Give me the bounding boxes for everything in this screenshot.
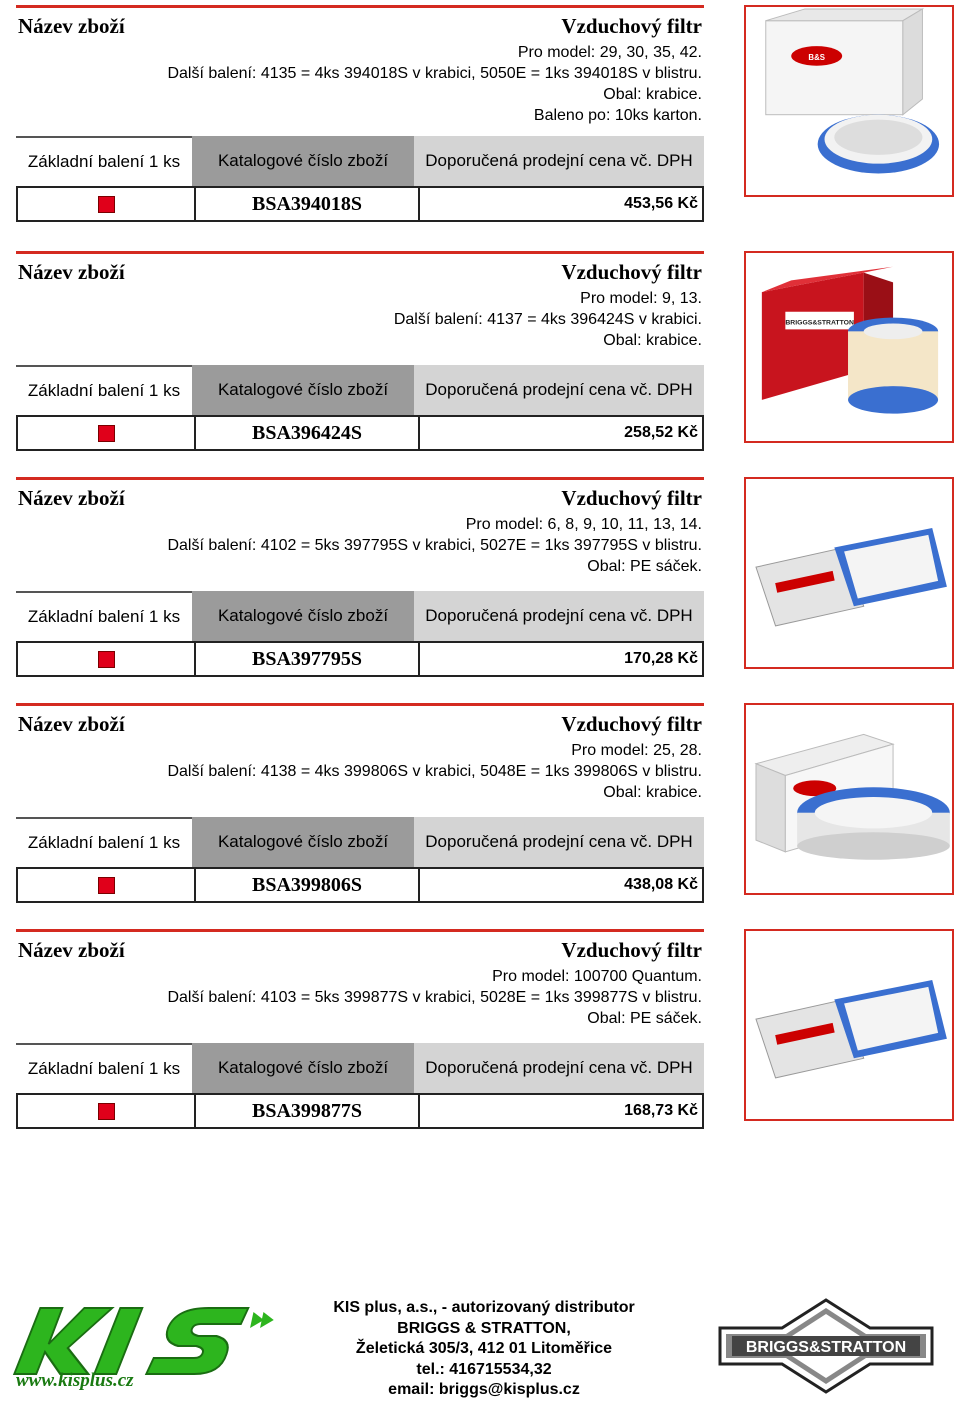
catalog-number: BSA399877S xyxy=(196,1095,420,1127)
description-line: Další balení: 4135 = 4ks 394018S v krabici, 5050E = 1ks 394018S v blistru. xyxy=(167,65,702,82)
name-label: Název zboží xyxy=(18,260,125,284)
order-cell[interactable] xyxy=(18,869,196,901)
order-checkbox-icon[interactable] xyxy=(98,877,115,894)
product-title: Vzduchový filtr xyxy=(561,14,702,38)
product-description xyxy=(42,966,702,1029)
order-cell[interactable] xyxy=(18,643,196,675)
footer xyxy=(0,1290,960,1401)
product-title: Vzduchový filtr xyxy=(561,938,702,962)
product-title: Vzduchový filtr xyxy=(561,486,702,510)
description-line: Obal: PE sáček. xyxy=(587,1010,702,1027)
description-line: Další balení: 4103 = 5ks 399877S v krabici, 5028E = 1ks 399877S v blistru. xyxy=(167,989,702,1006)
table-row xyxy=(16,415,704,451)
product-title: Vzduchový filtr xyxy=(561,260,702,284)
header-catalog: Katalogové číslo zboží xyxy=(192,365,414,415)
company-line: Želetická 305/3, 412 01 Litoměřice xyxy=(355,1340,613,1357)
order-cell[interactable] xyxy=(18,188,196,220)
header-catalog: Katalogové číslo zboží xyxy=(192,1043,414,1093)
product-card xyxy=(0,0,960,226)
description-line: Obal: krabice. xyxy=(603,332,702,349)
kis-logo xyxy=(10,1300,280,1390)
header-price: Doporučená prodejní cena vč. DPH xyxy=(414,365,704,415)
table-header xyxy=(16,365,704,415)
product-photo xyxy=(744,5,954,197)
order-checkbox-icon[interactable] xyxy=(98,425,115,442)
product-photo xyxy=(744,251,954,443)
table-header xyxy=(16,591,704,641)
description-line: Pro model: 6, 8, 9, 10, 11, 13, 14. xyxy=(465,516,702,533)
header-price: Doporučená prodejní cena vč. DPH xyxy=(414,591,704,641)
company-line: tel.: 416715534,32 xyxy=(416,1360,552,1378)
divider-line xyxy=(16,5,704,8)
price: 170,28 Kč xyxy=(624,650,698,667)
description-line: Obal: krabice. xyxy=(603,86,702,103)
product-card xyxy=(0,246,960,472)
table-row xyxy=(16,641,704,677)
price: 258,52 Kč xyxy=(624,424,698,441)
order-checkbox-icon[interactable] xyxy=(98,651,115,668)
svg-text:B&S: B&S xyxy=(808,52,825,62)
product-description xyxy=(42,42,702,126)
name-label: Název zboží xyxy=(18,712,125,736)
description-line: Další balení: 4138 = 4ks 399806S v krabici, 5048E = 1ks 399806S v blistru. xyxy=(167,763,702,780)
description-line: Pro model: 9, 13. xyxy=(580,290,702,307)
header-package: Základní balení 1 ks xyxy=(16,136,192,186)
description-line: Obal: PE sáček. xyxy=(587,558,702,575)
product-title: Vzduchový filtr xyxy=(561,712,702,736)
header-package: Základní balení 1 ks xyxy=(16,817,192,867)
catalog-number: BSA396424S xyxy=(196,417,420,449)
name-label: Název zboží xyxy=(18,14,125,38)
product-card xyxy=(0,924,960,1150)
price: 438,08 Kč xyxy=(624,876,698,893)
divider-line xyxy=(16,251,704,254)
header-price: Doporučená prodejní cena vč. DPH xyxy=(414,817,704,867)
company-line: KIS plus, a.s., - autorizovaný distributor xyxy=(333,1299,635,1316)
order-cell[interactable] xyxy=(18,1095,196,1127)
product-description xyxy=(42,740,702,803)
header-catalog: Katalogové číslo zboží xyxy=(192,817,414,867)
product-card xyxy=(0,472,960,698)
header-price: Doporučená prodejní cena vč. DPH xyxy=(414,1043,704,1093)
table-header xyxy=(16,136,704,186)
header-catalog: Katalogové číslo zboží xyxy=(192,591,414,641)
divider-line xyxy=(16,477,704,480)
kis-url-text: www.kisplus.cz xyxy=(16,1370,134,1390)
table-header xyxy=(16,1043,704,1093)
company-line: BRIGGS & STRATTON, xyxy=(397,1319,571,1337)
catalog-number: BSA394018S xyxy=(196,188,420,220)
product-photo xyxy=(744,703,954,895)
header-package: Základní balení 1 ks xyxy=(16,365,192,415)
description-line: Pro model: 100700 Quantum. xyxy=(492,968,702,985)
order-checkbox-icon[interactable] xyxy=(98,196,115,213)
header-price: Doporučená prodejní cena vč. DPH xyxy=(414,136,704,186)
table-row xyxy=(16,186,704,222)
company-info xyxy=(300,1298,668,1401)
order-cell[interactable] xyxy=(18,417,196,449)
price: 453,56 Kč xyxy=(624,195,698,212)
product-photo xyxy=(744,929,954,1121)
table-row xyxy=(16,1093,704,1129)
name-label: Název zboží xyxy=(18,486,125,510)
catalog-number: BSA399806S xyxy=(196,869,420,901)
divider-line xyxy=(16,929,704,932)
order-checkbox-icon[interactable] xyxy=(98,1103,115,1120)
catalog-number: BSA397795S xyxy=(196,643,420,675)
divider-line xyxy=(16,703,704,706)
header-package: Základní balení 1 ks xyxy=(16,1043,192,1093)
product-description xyxy=(42,514,702,577)
table-row xyxy=(16,867,704,903)
description-line: Pro model: 29, 30, 35, 42. xyxy=(517,44,702,61)
company-line: email: briggs@kisplus.cz xyxy=(388,1381,580,1398)
description-line: Pro model: 25, 28. xyxy=(571,742,702,759)
header-catalog: Katalogové číslo zboží xyxy=(192,136,414,186)
description-line: Obal: krabice. xyxy=(603,784,702,801)
header-package: Základní balení 1 ks xyxy=(16,591,192,641)
description-line: Další balení: 4102 = 5ks 397795S v krabici, 5027E = 1ks 397795S v blistru. xyxy=(167,537,702,554)
description-line: Baleno po: 10ks karton. xyxy=(533,107,702,124)
name-label: Název zboží xyxy=(18,938,125,962)
briggs-stratton-logo xyxy=(712,1296,940,1396)
product-photo xyxy=(744,477,954,669)
description-line: Další balení: 4137 = 4ks 396424S v krabici. xyxy=(393,311,702,328)
product-card xyxy=(0,698,960,924)
product-description xyxy=(42,288,702,351)
price: 168,73 Kč xyxy=(624,1102,698,1119)
svg-text:BRIGGS&STRATTON: BRIGGS&STRATTON xyxy=(785,319,854,327)
bs-logo-text: BRIGGS&STRATTON xyxy=(745,1339,907,1356)
table-header xyxy=(16,817,704,867)
